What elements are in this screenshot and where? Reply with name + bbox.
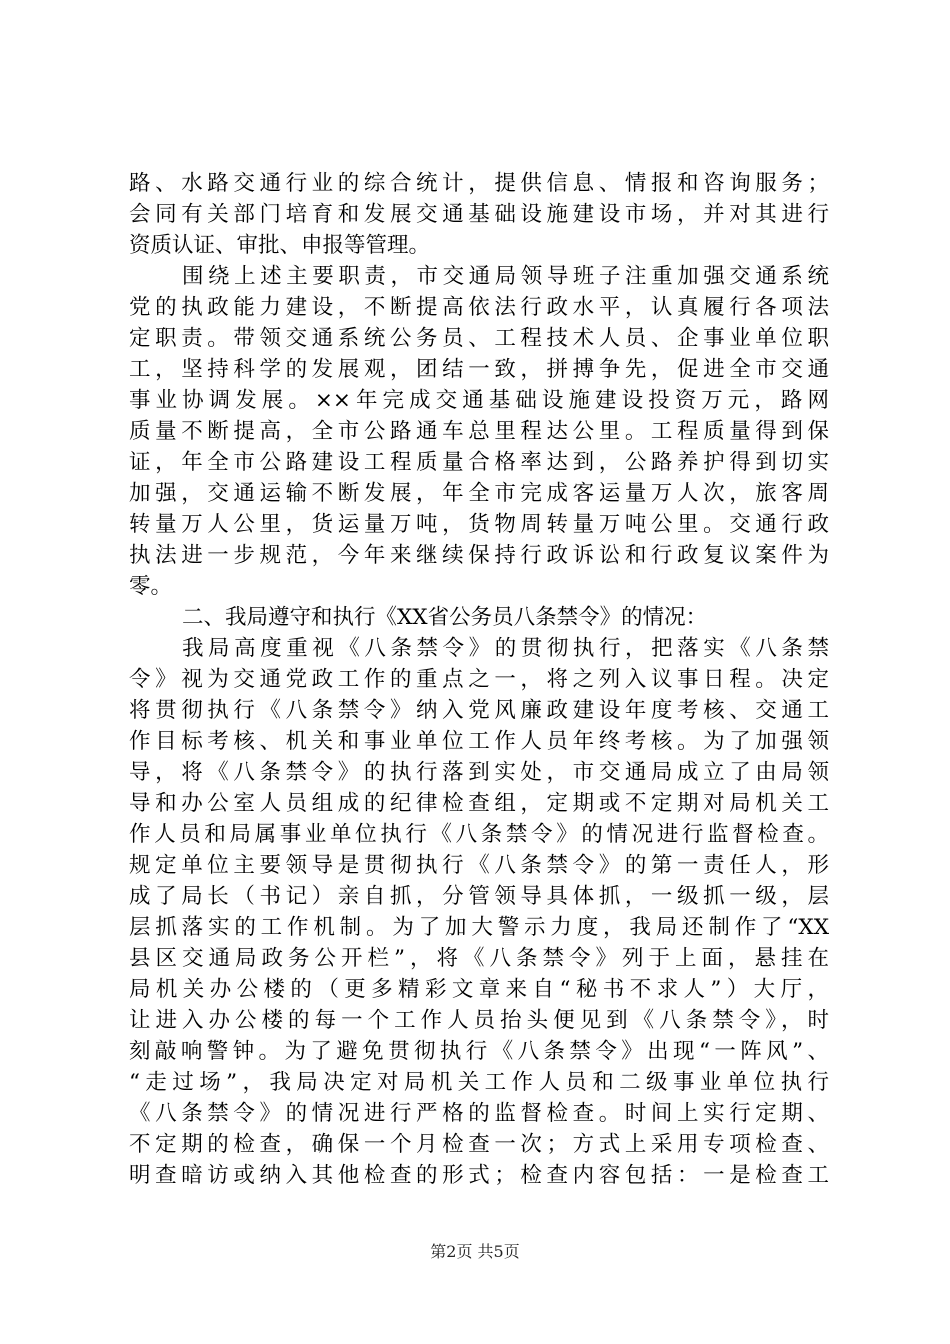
text-line: 工，坚持科学的发展观，团结一致，拼搏争先，促进全市交通 <box>129 357 829 382</box>
text-line: 局机关办公楼的（更多精彩文章来自“秘书不求人”）大厅， <box>129 977 829 1002</box>
text-line: 零。 <box>129 574 173 599</box>
section-heading: 二、我局遵守和执行《XX省公务员八条禁令》的情况： <box>182 605 708 630</box>
document-body <box>129 168 829 1191</box>
text-line: 将贯彻执行《八条禁令》纳入党风廉政建设年度考核、交通工 <box>129 698 829 723</box>
text-line: 让进入办公楼的每一个工作人员抬头便见到《八条禁令》，时 <box>129 1008 829 1033</box>
text-line: 导和办公室人员组成的纪律检查组，定期或不定期对局机关工 <box>129 791 829 816</box>
text-line: 执法进一步规范，今年来继续保持行政诉讼和行政复议案件为 <box>129 543 829 568</box>
text-line: 令》视为交通党政工作的重点之一，将之列入议事日程。决定 <box>129 667 829 692</box>
text-line: 明查暗访或纳入其他检查的形式；检查内容包括：一是检查工 <box>129 1163 829 1188</box>
text-line: 定职责。带领交通系统公务员、工程技术人员、企事业单位职 <box>129 326 829 351</box>
text-line: 党的执政能力建设，不断提高依法行政水平，认真履行各项法 <box>129 295 829 320</box>
text-line: 资质认证、审批、申报等管理。 <box>129 233 431 258</box>
text-line: 层抓落实的工作机制。为了加大警示力度，我局还制作了“XX <box>129 915 829 940</box>
text-line: 质量不断提高，全市公路通车总里程达公里。工程质量得到保 <box>129 419 829 444</box>
text-line: 会同有关部门培育和发展交通基础设施建设市场，并对其进行 <box>129 202 829 227</box>
text-line: 加强，交通运输不断发展，年全市完成客运量万人次，旅客周 <box>129 481 829 506</box>
text-line: 规定单位主要领导是贯彻执行《八条禁令》的第一责任人，形 <box>129 853 829 878</box>
text-line: 路、水路交通行业的综合统计，提供信息、情报和咨询服务； <box>129 171 829 196</box>
text-line: 县区交通局政务公开栏”，将《八条禁令》列于上面，悬挂在 <box>129 946 829 971</box>
text-line: 刻敲响警钟。为了避免贯彻执行《八条禁令》出现“一阵风”、 <box>129 1039 829 1064</box>
text-line: “走过场”，我局决定对局机关工作人员和二级事业单位执行 <box>129 1070 829 1095</box>
text-line: 导，将《八条禁令》的执行落到实处，市交通局成立了由局领 <box>129 760 829 785</box>
text-line: 作人员和局属事业单位执行《八条禁令》的情况进行监督检查。 <box>129 822 829 847</box>
text-line: 转量万人公里，货运量万吨，货物周转量万吨公里。交通行政 <box>129 512 829 537</box>
text-line: 证，年全市公路建设工程质量合格率达到，公路养护得到切实 <box>129 450 829 475</box>
text-line: 《八条禁令》的情况进行严格的监督检查。时间上实行定期、 <box>129 1101 829 1126</box>
text-line: 不定期的检查，确保一个月检查一次；方式上采用专项检查、 <box>129 1132 829 1157</box>
text-line: 作目标考核、机关和事业单位工作人员年终考核。为了加强领 <box>129 729 829 754</box>
paragraph-first-line: 我局高度重视《八条禁令》的贯彻执行，把落实《八条禁 <box>182 636 829 661</box>
paragraph-first-line: 围绕上述主要职责，市交通局领导班子注重加强交通系统 <box>182 264 829 289</box>
page-number-footer: 第2页 共5页 <box>430 1242 520 1261</box>
text-line: 事业协调发展。××年完成交通基础设施建设投资万元，路网 <box>129 388 829 413</box>
text-line: 成了局长（书记）亲自抓，分管领导具体抓，一级抓一级，层 <box>129 884 829 909</box>
